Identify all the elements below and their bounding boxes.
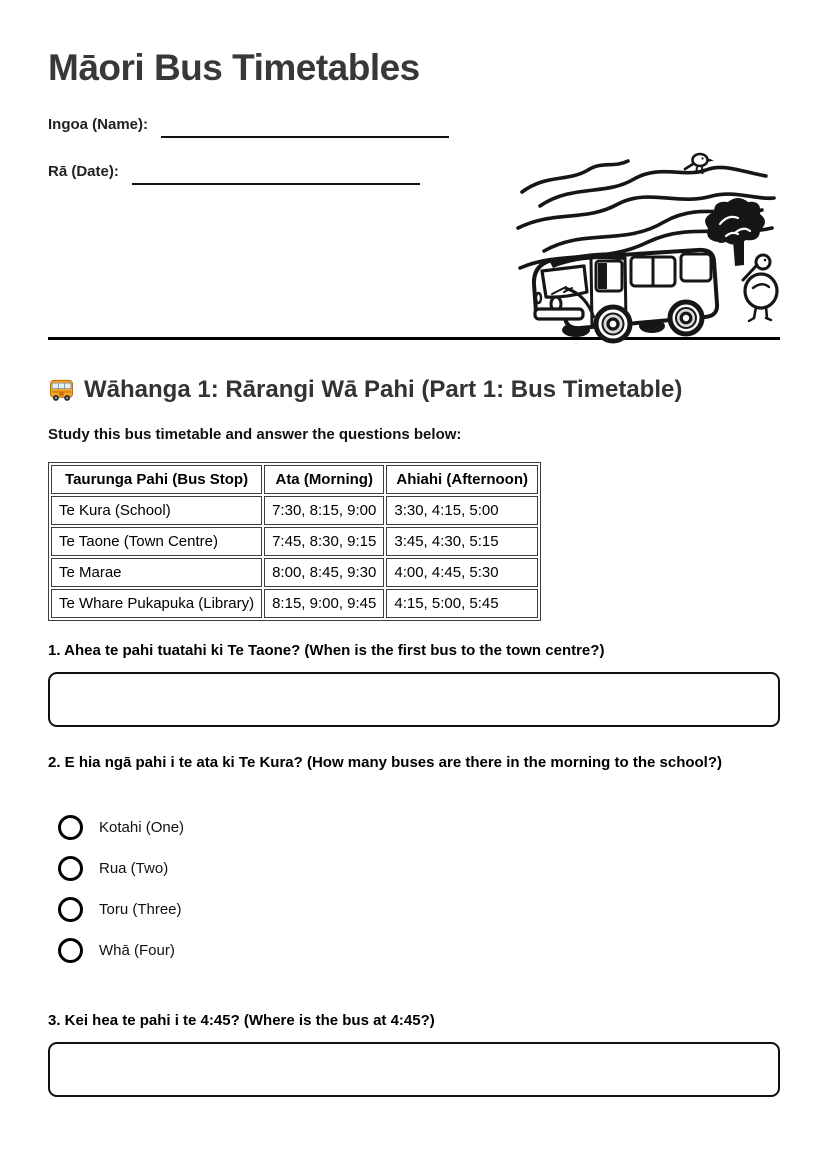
- cell-afternoon-times: 4:15, 5:00, 5:45: [386, 589, 538, 618]
- radio-option-toru[interactable]: [58, 897, 780, 922]
- section1-heading: [48, 375, 780, 405]
- page-title: Māori Bus Timetables: [48, 47, 420, 88]
- table-row: [51, 496, 538, 525]
- question2-label: 2. E hia ngā pahi i te ata ki Te Kura? (How many buses are there in the morning to the school?): [48, 754, 723, 771]
- cell-morning-times: 8:00, 8:45, 9:30: [264, 558, 384, 587]
- section1-heading-text: Wāhanga 1: Rārangi Wā Pahi (Part 1: Bus Timetable): [84, 376, 683, 403]
- question2-options: [48, 815, 780, 963]
- date-label: Rā (Date):: [48, 163, 119, 180]
- date-input-line[interactable]: [132, 169, 420, 185]
- cell-morning-times: 7:30, 8:15, 9:00: [264, 496, 384, 525]
- table-row: [51, 527, 538, 556]
- table-row: [51, 558, 538, 587]
- header-morning: Ata (Morning): [264, 465, 384, 494]
- radio-option-label[interactable]: Rua (Two): [99, 860, 169, 877]
- radio-option-label[interactable]: Whā (Four): [99, 942, 175, 959]
- bus-illustration: [512, 148, 780, 346]
- cell-afternoon-times: 3:45, 4:30, 5:15: [386, 527, 538, 556]
- bus-emoji-icon: [48, 377, 75, 404]
- question1-answer-box[interactable]: [48, 672, 780, 727]
- cell-afternoon-times: 3:30, 4:15, 5:00: [386, 496, 538, 525]
- cell-stop: Te Marae: [51, 558, 262, 587]
- bus-timetable-table: [48, 462, 541, 621]
- rear-wheel: [670, 302, 702, 334]
- cell-afternoon-times: 4:00, 4:45, 5:30: [386, 558, 538, 587]
- radio-option-label[interactable]: Kotahi (One): [99, 819, 185, 836]
- radio-option-wha[interactable]: [58, 938, 780, 963]
- front-wheel: [596, 307, 630, 341]
- radio-option-kotahi[interactable]: [58, 815, 780, 840]
- section1-intro: Study this bus timetable and answer the questions below:: [48, 426, 462, 443]
- name-label: Ingoa (Name):: [48, 116, 149, 133]
- radio-button-icon[interactable]: [58, 897, 83, 922]
- question3-answer-box[interactable]: [48, 1042, 780, 1097]
- cell-morning-times: 8:15, 9:00, 9:45: [264, 589, 384, 618]
- table-header-row: [51, 465, 538, 494]
- radio-option-rua[interactable]: [58, 856, 780, 881]
- cell-stop: Te Kura (School): [51, 496, 262, 525]
- radio-button-icon[interactable]: [58, 856, 83, 881]
- radio-button-icon[interactable]: [58, 815, 83, 840]
- header-afternoon: Ahiahi (Afternoon): [386, 465, 538, 494]
- bus-drawing: [534, 250, 717, 341]
- cell-morning-times: 7:45, 8:30, 9:15: [264, 527, 384, 556]
- table-row: [51, 589, 538, 618]
- cell-stop: Te Whare Pukapuka (Library): [51, 589, 262, 618]
- question1-label: 1. Ahea te pahi tuatahi ki Te Taone? (When is the first bus to the town centre?): [48, 642, 605, 659]
- cell-stop: Te Taone (Town Centre): [51, 527, 262, 556]
- kiwi-icon: [743, 255, 777, 321]
- radio-option-label[interactable]: Toru (Three): [99, 901, 182, 918]
- header-bus-stop: Taurunga Pahi (Bus Stop): [51, 465, 262, 494]
- question3-label: 3. Kei hea te pahi i te 4:45? (Where is the bus at 4:45?): [48, 1012, 435, 1029]
- radio-button-icon[interactable]: [58, 938, 83, 963]
- name-input-line[interactable]: [161, 122, 449, 138]
- name-field-row: [48, 116, 780, 134]
